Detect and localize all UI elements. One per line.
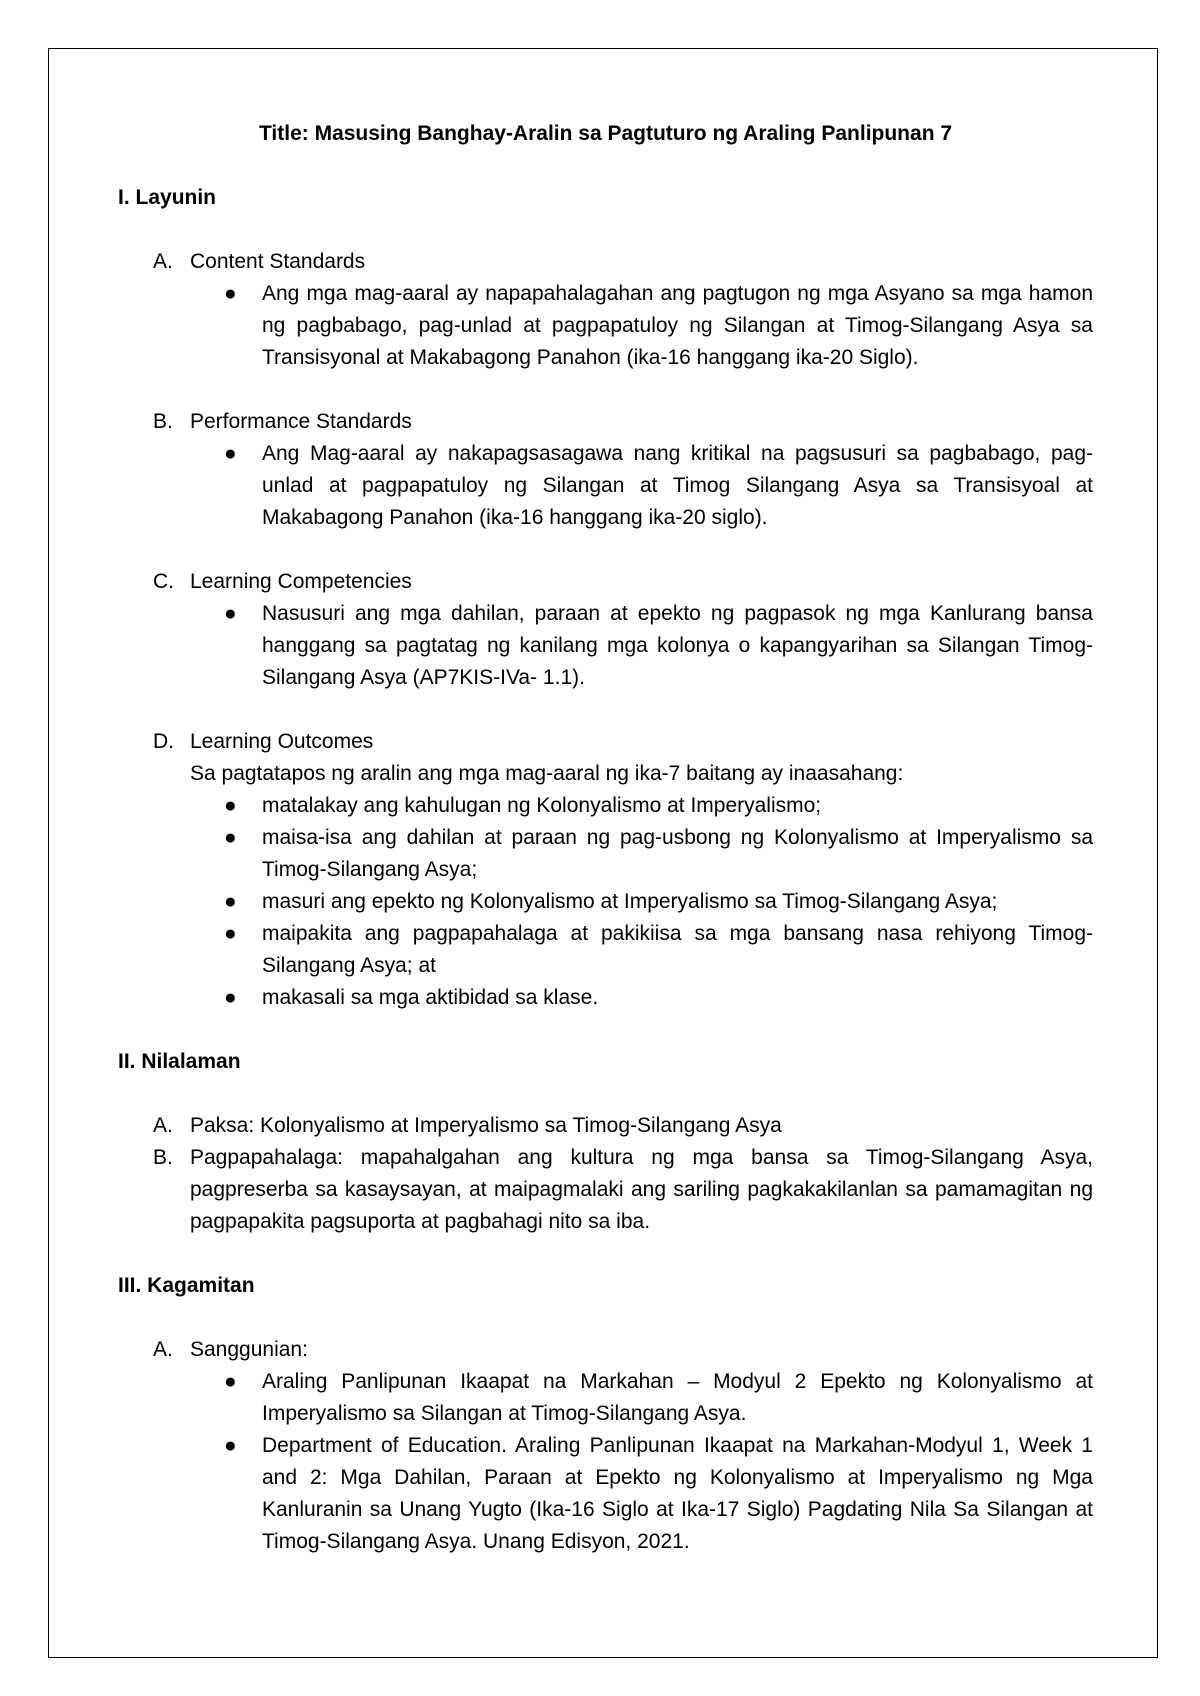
list-item [190, 918, 1093, 982]
subsection-learning-outcomes [118, 726, 1093, 1014]
subsection-paksa [118, 1110, 1093, 1142]
bullet-list [190, 790, 1093, 1014]
subsection-label: Pagpapahalaga: mapahalgahan ang kultura ng mga bansa sa Timog-Silangang Asya, pagpreserba sa kasaysayan, at maipagmalaki ang sariling pagkakakilanlan sa pamamagitan ng pagpapakita pagsuporta at pagbahagi nito sa iba. [190, 1146, 1093, 1233]
subsection-label: Paksa: Kolonyalismo at Imperyalismo sa Timog-Silangang Asya [190, 1114, 782, 1137]
list-item [190, 1366, 1093, 1430]
list-item-text: Ang Mag-aaral ay nakapagsasagawa nang kritikal na pagsusuri sa pagbabago, pag-unlad at pagpapatuloy ng Silangan at Timog Silangang Asya sa Transisyoal at Makabagong Panahon (ika-16 hanggang ika-20 siglo). [262, 442, 1093, 529]
bullet-list [190, 438, 1093, 534]
subsection-letter: A. [153, 250, 173, 273]
bullet-icon: ● [224, 922, 237, 945]
list-item [190, 278, 1093, 374]
bullet-icon: ● [224, 442, 237, 465]
list-item-text: masuri ang epekto ng Kolonyalismo at Imperyalismo sa Timog-Silangang Asya; [262, 890, 998, 913]
subsection-content-standards [118, 246, 1093, 374]
subsection-letter: D. [153, 730, 174, 753]
list-item [190, 982, 1093, 1014]
bullet-icon: ● [224, 602, 237, 625]
section-heading-layunin: I. Layunin [118, 186, 217, 209]
list-item [190, 886, 1093, 918]
bullet-icon: ● [224, 1370, 237, 1393]
bullet-icon: ● [224, 986, 237, 1009]
document-body [118, 118, 1093, 1558]
list-item-text: maipakita ang pagpapahalaga at pakikiisa sa mga bansang nasa rehiyong Timog-Silangang Asya; at [262, 922, 1093, 977]
list-item-text: makasali sa mga aktibidad sa klase. [262, 986, 599, 1009]
bullet-icon: ● [224, 826, 237, 849]
subsection-letter: A. [153, 1338, 173, 1361]
list-item [190, 790, 1093, 822]
bullet-list [190, 598, 1093, 694]
subsection-sanggunian [118, 1334, 1093, 1558]
bullet-list [190, 278, 1093, 374]
subsection-letter: B. [153, 410, 173, 433]
section-heading-nilalaman: II. Nilalaman [118, 1050, 241, 1073]
list-item-text: Ang mga mag-aaral ay napapahalagahan ang pagtugon ng mga Asyano sa mga hamon ng pagbabago, pag-unlad at pagpapatuloy ng Silangan at Timog-Silangang Asya sa Transisyonal at Makabagong Panahon (ika-16 hanggang ika-20 Siglo). [262, 282, 1093, 369]
bullet-icon: ● [224, 1434, 237, 1457]
bullet-icon: ● [224, 890, 237, 913]
subsection-letter: A. [153, 1114, 173, 1137]
subsection-label: Performance Standards [190, 410, 412, 433]
subsection-pagpapahalaga [118, 1142, 1093, 1238]
list-item-text: Nasusuri ang mga dahilan, paraan at epekto ng pagpasok ng mga Kanlurang bansa hanggang sa pagtatag ng kanilang mga kolonya o kapangyarihan sa Silangan Timog-Silangang Asya (AP7KIS-IVa- 1.1). [262, 602, 1093, 689]
list-item [190, 1430, 1093, 1558]
subsection-letter: C. [153, 570, 174, 593]
list-item-text: maisa-isa ang dahilan at paraan ng pag-usbong ng Kolonyalismo at Imperyalismo sa Timog-Silangang Asya; [262, 826, 1093, 881]
section-heading-kagamitan: III. Kagamitan [118, 1274, 255, 1297]
list-item-text: Araling Panlipunan Ikaapat na Markahan – Modyul 2 Epekto ng Kolonyalismo at Imperyalismo sa Silangan at Timog-Silangang Asya. [262, 1370, 1093, 1425]
subsection-letter: B. [153, 1146, 173, 1169]
subsection-label: Learning Competencies [190, 570, 412, 593]
list-item [190, 438, 1093, 534]
bullet-list [190, 1366, 1093, 1558]
list-item-text: Department of Education. Araling Panlipunan Ikaapat na Markahan-Modyul 1, Week 1 and 2: Mga Dahilan, Paraan at Epekto ng Kolonyalismo at Imperyalismo ng Mga Kanluranin sa Unang Yugto (Ika-16 Siglo at Ika-17 Siglo) Pagdating Nila Sa Silangan at Timog-Silangang Asya. Unang Edisyon, 2021. [262, 1434, 1093, 1553]
subsection-performance-standards [118, 406, 1093, 534]
list-item [190, 598, 1093, 694]
bullet-icon: ● [224, 794, 237, 817]
bullet-icon: ● [224, 282, 237, 305]
list-item-text: matalakay ang kahulugan ng Kolonyalismo at Imperyalismo; [262, 794, 822, 817]
subsection-label: Content Standards [190, 250, 366, 273]
list-item [190, 822, 1093, 886]
subsection-intro: Sa pagtatapos ng aralin ang mga mag-aaral ng ika-7 baitang ay inaasahang: [190, 762, 904, 785]
document-title: Title: Masusing Banghay-Aralin sa Pagtuturo ng Araling Panlipunan 7 [258, 122, 953, 145]
subsection-learning-competencies [118, 566, 1093, 694]
subsection-label: Learning Outcomes [190, 730, 374, 753]
subsection-label: Sanggunian: [190, 1338, 308, 1361]
